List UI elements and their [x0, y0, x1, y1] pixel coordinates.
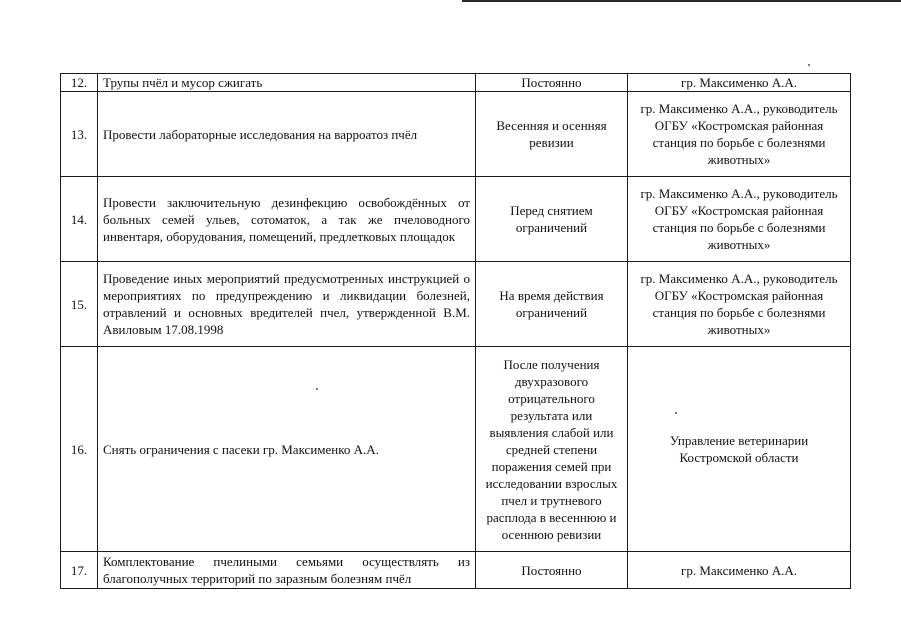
row-term: Постоянно	[476, 552, 628, 589]
scan-speck	[808, 64, 810, 66]
row-number: 17.	[61, 552, 98, 589]
measures-table	[60, 73, 851, 589]
row-action: Проведение иных мероприятий предусмотренных инструкцией о мероприятиях по предупреждению и ликвидации болезней, отравлений и основных вредителей пчел, утвержденной В.М. Авиловым 17.08.1998	[98, 262, 476, 347]
row-action: Трупы пчёл и мусор сжигать	[98, 74, 476, 92]
row-term: Постоянно	[476, 74, 628, 92]
row-number: 14.	[61, 177, 98, 262]
scan-top-rule	[462, 0, 901, 2]
table-row	[61, 177, 851, 262]
row-term: На время действия ограничений	[476, 262, 628, 347]
table-row	[61, 74, 851, 92]
row-responsible: гр. Максименко А.А., руководитель ОГБУ «Костромская районная станция по борьбе с болезнями животных»	[628, 262, 851, 347]
row-action: Провести лабораторные исследования на варроатоз пчёл	[98, 92, 476, 177]
row-term: Весенняя и осенняя ревизии	[476, 92, 628, 177]
table-row	[61, 347, 851, 552]
row-number: 13.	[61, 92, 98, 177]
row-number: 16.	[61, 347, 98, 552]
row-number: 15.	[61, 262, 98, 347]
row-action: Снять ограничения с пасеки гр. Максименко А.А.	[98, 347, 476, 552]
row-responsible: Управление ветеринарии Костромской области	[628, 347, 851, 552]
row-term: После получения двухразового отрицательного результата или выявления слабой или средней степени поражения семей при исследовании взрослых пчел и трутневого расплода в весеннюю и осеннюю ревизии	[476, 347, 628, 552]
row-action: Провести заключительную дезинфекцию освобождённых от больных семей ульев, сотоматок, а так же пчеловодного инвентаря, оборудования, помещений, предлетковых площадок	[98, 177, 476, 262]
row-responsible: гр. Максименко А.А., руководитель ОГБУ «Костромская районная станция по борьбе с болезнями животных»	[628, 177, 851, 262]
row-term: Перед снятием ограничений	[476, 177, 628, 262]
table-row	[61, 552, 851, 589]
row-responsible: гр. Максименко А.А., руководитель ОГБУ «Костромская районная станция по борьбе с болезнями животных»	[628, 92, 851, 177]
row-responsible: гр. Максименко А.А.	[628, 74, 851, 92]
table-row	[61, 262, 851, 347]
row-action: Комплектование пчелиными семьями осуществлять из благополучных территорий по заразным болезням пчёл	[98, 552, 476, 589]
table-row	[61, 92, 851, 177]
row-responsible: гр. Максименко А.А.	[628, 552, 851, 589]
row-number: 12.	[61, 74, 98, 92]
